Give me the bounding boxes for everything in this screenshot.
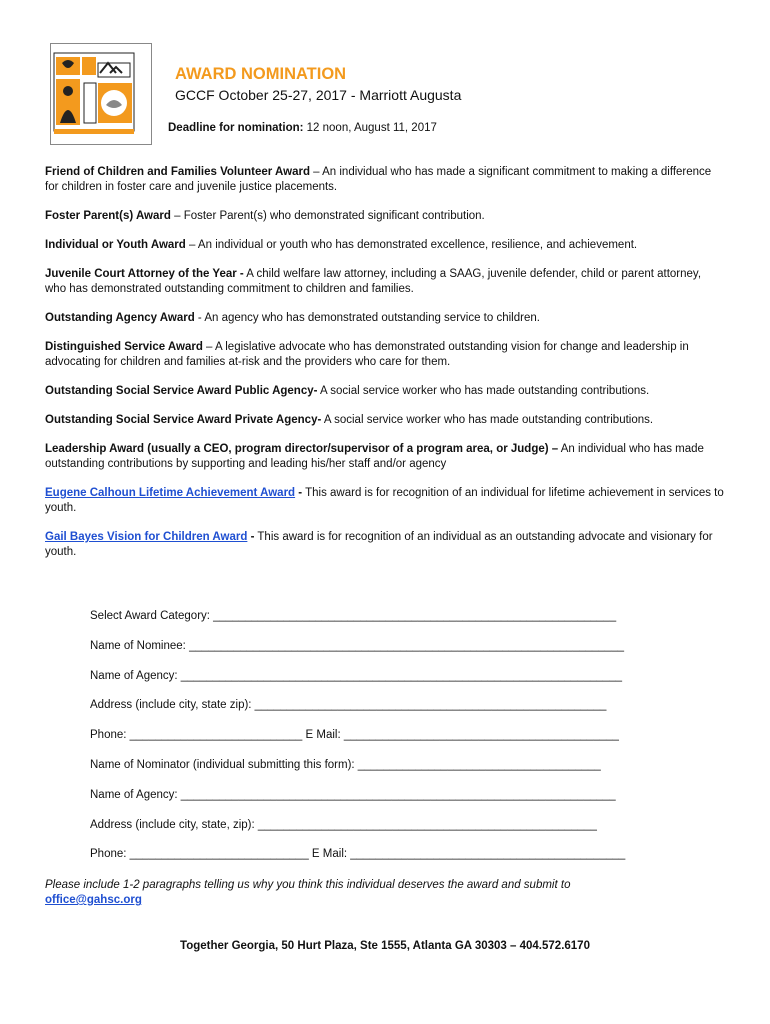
award-desc: A social service worker who has made outstanding contributions. (317, 385, 650, 397)
submission-email-link[interactable]: office@gahsc.org (45, 894, 142, 906)
award-name: Outstanding Social Service Award Public Agency- (45, 385, 318, 397)
award-link-bayes[interactable]: Gail Bayes Vision for Children Award (45, 531, 248, 543)
phone-field[interactable]: Phone: ___________________________ (90, 729, 303, 742)
submission-instructions (45, 878, 570, 908)
nominee-name-field[interactable]: Name of Nominee: ____________________________________________________________________ (90, 639, 624, 652)
page-title: AWARD NOMINATION (175, 65, 347, 83)
award-name: Distinguished Service Award (45, 341, 203, 353)
deadline-label: Deadline for nomination: (168, 122, 304, 134)
award-desc: This award is for recognition of an individual as an outstanding advocate and visionary for youth. (45, 531, 713, 558)
award-name: Juvenile Court Attorney of the Year - (45, 268, 244, 280)
award-item (45, 413, 725, 428)
award-link-calhoun[interactable]: Eugene Calhoun Lifetime Achievement Award (45, 487, 296, 499)
deadline-value: 12 noon, August 11, 2017 (303, 122, 437, 134)
award-item (45, 442, 725, 472)
award-name: Outstanding Social Service Award Private Agency- (45, 414, 322, 426)
conference-logo (50, 43, 152, 145)
award-name: - (295, 487, 303, 499)
award-name: Outstanding Agency Award (45, 312, 195, 324)
award-desc: – An individual or youth who has demonstrated excellence, resilience, and achievement. (185, 239, 638, 251)
award-item (45, 267, 725, 297)
award-desc: A child welfare law attorney, including a SAAG, juvenile defender, child or parent attorney, who has demonstrated outstanding commitment to children and families. (45, 268, 702, 295)
address-field[interactable]: Address (include city, state zip): _______________________________________________________ (90, 699, 607, 712)
award-name: Leadership Award (usually a CEO, program director/supervisor of a program area, or Judge) – (45, 443, 559, 455)
award-desc: – Foster Parent(s) who demonstrated significant contribution. (170, 210, 485, 222)
phone-email-row (90, 729, 690, 759)
award-name: Individual or Youth Award (45, 239, 186, 251)
award-item (45, 165, 725, 195)
award-desc: This award is for recognition of an individual for lifetime achievement in services to youth. (45, 487, 724, 514)
award-item (45, 384, 725, 399)
award-item (45, 311, 725, 326)
event-subtitle: GCCF October 25-27, 2017 - Marriott Augusta (175, 87, 462, 103)
award-list (45, 165, 725, 574)
nomination-form (90, 610, 690, 878)
instructions-text: Please include 1-2 paragraphs telling us why you think this individual deserves the award and submit to (45, 879, 571, 891)
nominator-email-field[interactable]: E Mail: ___________________________________________ (308, 848, 626, 861)
footer-address: Together Georgia, 50 Hurt Plaza, Ste 1555, Atlanta GA 30303 – 404.572.6170 (180, 940, 590, 952)
nominator-phone-email-row (90, 848, 690, 878)
award-name: Foster Parent(s) Award (45, 210, 171, 222)
nominator-phone-field[interactable]: Phone: ____________________________ (90, 848, 309, 861)
award-desc: An individual who has made outstanding contributions by supporting and leading his/her staff and/or agency (45, 443, 704, 470)
award-name: - (247, 531, 255, 543)
award-item (45, 340, 725, 370)
award-name: Friend of Children and Families Volunteer Award (45, 166, 310, 178)
award-desc: – A legislative advocate who has demonstrated outstanding vision for change and leadership in advocating for children and families at-risk and the providers who care for them. (45, 341, 689, 368)
nominator-name-field[interactable]: Name of Nominator (individual submitting this form): ______________________________________ (90, 758, 601, 771)
award-item (45, 530, 725, 560)
email-field[interactable]: E Mail: ___________________________________________ (302, 729, 619, 742)
deadline-line (168, 122, 437, 134)
award-desc: - An agency who has demonstrated outstanding service to children. (194, 312, 540, 324)
award-desc: – An individual who has made a significant commitment to making a difference for children in foster care and juvenile justice placements. (45, 166, 712, 193)
award-item (45, 486, 725, 516)
select-category-field[interactable]: Select Award Category: _______________________________________________________________ (90, 610, 617, 622)
award-item (45, 238, 725, 253)
award-desc: A social service worker who has made outstanding contributions. (321, 414, 654, 426)
nominator-agency-field[interactable]: Name of Agency: ____________________________________________________________________ (90, 788, 616, 801)
award-item (45, 209, 725, 224)
nominator-address-field[interactable]: Address (include city, state, zip): _____________________________________________________ (90, 818, 597, 831)
agency-field[interactable]: Name of Agency: _____________________________________________________________________ (90, 669, 623, 682)
